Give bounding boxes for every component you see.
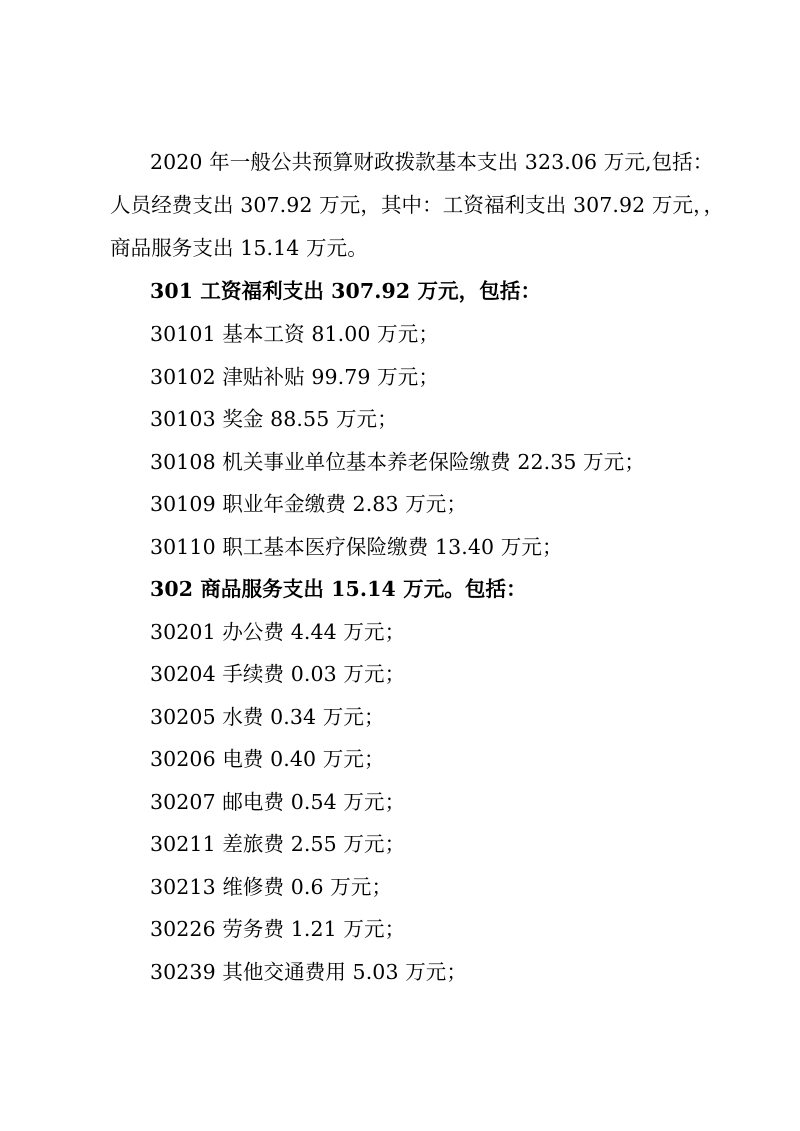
section-301-item: 30101 基本工资 81.00 万元； (150, 322, 439, 346)
section-302-item: 30206 电费 0.40 万元； (150, 747, 385, 771)
intro-line-1: 2020 年一般公共预算财政拨款基本支出 323.06 万元,包括： (150, 150, 714, 174)
section-302-item: 30239 其他交通费用 5.03 万元； (150, 960, 468, 984)
section-302-item: 30207 邮电费 0.54 万元； (150, 790, 406, 814)
section-302-item: 30204 手续费 0.03 万元； (150, 662, 406, 686)
section-302-heading: 302 商品服务支出 15.14 万元。包括： (150, 577, 527, 601)
intro-line-3: 商品服务支出 15.14 万元。 (110, 236, 368, 260)
section-302-item: 30211 差旅费 2.55 万元； (150, 832, 406, 856)
section-301-item: 30103 奖金 88.55 万元； (150, 407, 398, 431)
section-301-item: 30109 职业年金缴费 2.83 万元； (150, 492, 468, 516)
section-302-item: 30213 维修费 0.6 万元； (150, 875, 393, 899)
section-301-item: 30110 职工基本医疗保险缴费 13.40 万元； (150, 535, 563, 559)
intro-line-2: 人员经费支出 307.92 万元，其中：工资福利支出 307.92 万元，， (110, 193, 725, 217)
section-301-item: 30102 津贴补贴 99.79 万元； (150, 365, 439, 389)
section-301-item: 30108 机关事业单位基本养老保险缴费 22.35 万元； (150, 450, 645, 474)
section-302-item: 30205 水费 0.34 万元； (150, 705, 385, 729)
section-302-item: 30201 办公费 4.44 万元； (150, 620, 406, 644)
section-302-item: 30226 劳务费 1.21 万元； (150, 917, 406, 941)
section-301-heading: 301 工资福利支出 307.92 万元，包括： (150, 279, 542, 303)
